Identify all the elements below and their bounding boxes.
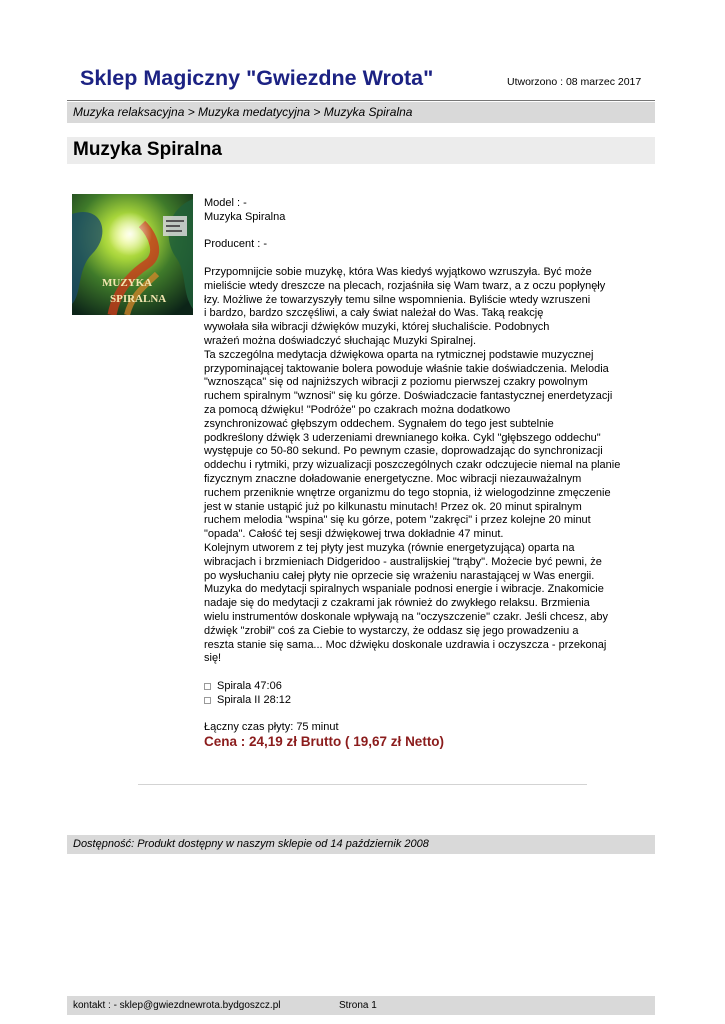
availability-bar: Dostępność: Produkt dostępny w naszym sklepie od 14 październik 2008 [67, 835, 655, 854]
product-description [204, 266, 624, 666]
model-label: Model : - [204, 197, 247, 209]
description-line: oddechu i rytmiki, przy wizualizacji poszczególnych czakr odczujecie niemal na planie [204, 459, 621, 472]
track-item [204, 680, 624, 694]
description-line: fizycznym znaczne doładowanie energetyczne. Moc wibracji niezauważalnym [204, 472, 582, 485]
description-line: wywołała siła wibracji dźwięków muzyki, której słuchaliście. Podobnych [204, 321, 550, 334]
footer [67, 996, 655, 1015]
product-title: Muzyka Spiralna [73, 139, 222, 160]
created-date: Utworzono : 08 marzec 2017 [507, 76, 642, 88]
track-item [204, 694, 624, 708]
description-line: nadaje się do medytacji z czakrami jak również do zwykłego relaksu. Brzmienia [204, 597, 590, 610]
description-line: wielu instrumentów doskonale wpływają na "oczyszczenie" czakr. Jeśli chcesz, aby [204, 610, 608, 623]
price: Cena : 24,19 zł Brutto ( 19,67 zł Netto) [204, 734, 445, 750]
description-line: Przypomnijcie sobie muzykę, która Was kiedyś wyjątkowo wzruszyła. Być może [204, 265, 592, 278]
description-line: ruchem spiralnym "wznosi" się ku górze. Doświadczacie fantastycznej enerdetyzacji [204, 390, 613, 403]
description-line: "opada". Całość tej sesji dźwiękowej trwa dokładnie 47 minut. [204, 528, 504, 541]
description-line: za pomocą dźwięku! "Podróże" po czakrach można dodatkowo [204, 403, 511, 416]
bullet-icon [204, 683, 211, 690]
product-details [204, 197, 624, 749]
product-title-bar [67, 137, 655, 164]
description-line: i bardzo, bardzo szczęśliwi, a cały świat należał do Was. Taką reakcję [204, 307, 544, 320]
total-time: Łączny czas płyty: 75 minut [204, 721, 339, 734]
description-line: podkreślony dźwięk 3 uderzeniami drewnianego kołka. Cykl "głębszego oddechu" [204, 431, 601, 444]
description-line: ruchem melodia "wspina" się ku górze, potem "zakręci" i przez kolejne 20 minut [204, 514, 591, 527]
description-line: Ta szczególna medytacja dźwiękowa oparta na rytmicznej podstawie muzycznej [204, 348, 594, 361]
model-name: Muzyka Spiralna [204, 210, 286, 223]
description-line: wibracjach i brzmieniach Didgeridoo - australijskiej "trąby". Możecie być pewni, że [204, 555, 602, 568]
description-line: przypominającej taktowanie bolera powoduje właśnie takie doświadczenia. Melodia [204, 362, 609, 375]
cover-title-line2: SPIRALNA [110, 293, 167, 305]
description-line: "wznosząca" się od najniższych wibracji z poziomu pierwszej czakry powolnym [204, 376, 588, 389]
track-label: Spirala II 28:12 [217, 693, 291, 706]
site-title: Sklep Magiczny "Gwiezdne Wrota" [80, 66, 434, 90]
page-number: Strona 1 [339, 1000, 377, 1011]
description-line: zsynchronizować głębszym oddechem. Sygnałem do tego jest subtelnie [204, 417, 554, 430]
description-line: Muzyka do medytacji spiralnych wspaniale podnosi energie i wibracje. Znakomicie [204, 583, 604, 596]
track-label: Spirala 47:06 [217, 679, 282, 692]
product-cover-image[interactable] [72, 194, 193, 315]
description-line: reszta stanie się sama... Moc dźwięku doskonale uzdrawia i oczyszcza - przekonaj [204, 638, 607, 651]
footer-contact[interactable]: kontakt : - sklep@gwiezdnewrota.bydgoszcz.pl [73, 1000, 281, 1011]
description-line: wrażeń można doświadczyć słuchając Muzyki Spiralnej. [204, 334, 477, 347]
description-line: dźwięk "zrobił" coś za Ciebie to wystarczy, że oddasz się jego prowadzeniu a [204, 624, 579, 637]
section-divider [138, 784, 587, 785]
description-line: jest w stanie ustąpić już po kilkunastu minutach! Przez ok. 20 minut spiralnym [204, 500, 582, 513]
header-divider [67, 100, 655, 101]
description-line: łzy. Możliwe że towarzyszyły temu silne wspomnienia. Byliście wtedy wzruszeni [204, 293, 591, 306]
track-list [204, 680, 624, 708]
description-line: się! [204, 652, 222, 665]
description-line: Kolejnym utworem z tej płyty jest muzyka (równie energetyzująca) oparta na [204, 541, 575, 554]
producer-label: Producent : - [204, 238, 267, 251]
cover-title-line1: MUZYKA [102, 277, 153, 289]
description-line: ruchem przeniknie wnętrze organizmu do tego stopnia, iż wielogodzinne zmęczenie [204, 486, 611, 499]
breadcrumb[interactable]: Muzyka relaksacyjna > Muzyka medatycyjna > Muzyka Spiralna [67, 102, 655, 123]
description-line: mieliście wtedy dreszcze na plecach, rozjaśniła się Wam twarz, a z oczu popłynęły [204, 279, 606, 292]
bullet-icon [204, 697, 211, 704]
description-line: występuje co 50-80 sekund. Po pewnym czasie, doprowadzając do synchronizacji [204, 445, 603, 458]
description-line: po wysłuchaniu całej płyty nie oprzecie się wrażeniu narastającej w Was energii. [204, 569, 595, 582]
